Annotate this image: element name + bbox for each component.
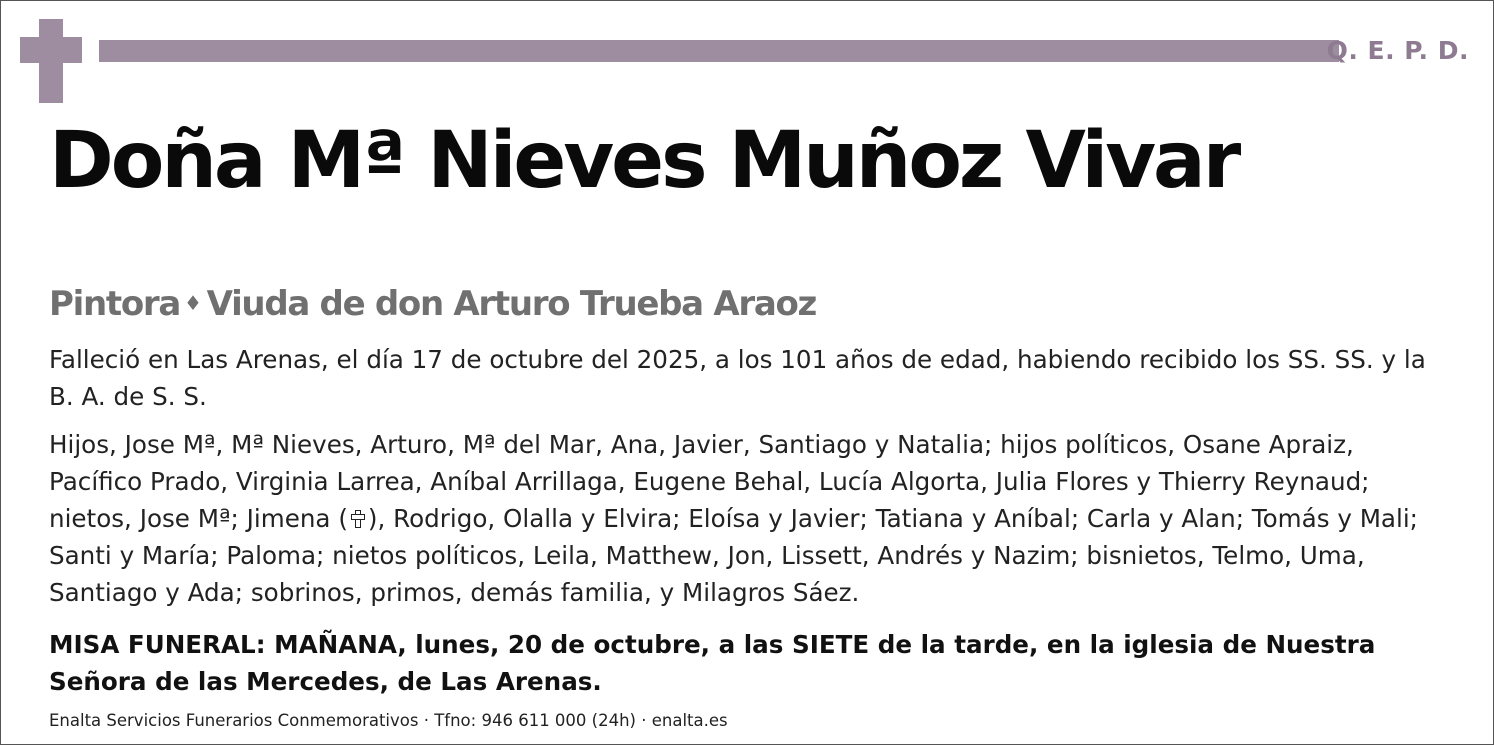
latin-cross-icon: [1, 1, 101, 111]
deceased-name: Doña Mª Nieves Muñoz Vivar: [49, 116, 1239, 206]
diamond-separator-icon: ♦: [184, 291, 201, 315]
death-notice: Falleció en Las Arenas, el día 17 de octubre del 2025, a los 101 años de edad, habiendo recibido los SS. SS. y la B. A. de S. S.: [49, 345, 1426, 411]
family-list-part1: Hijos, Jose Mª, Mª Nieves, Arturo, Mª del Mar, Ana, Javier, Santiago y Natalia; hijos políticos, Osane Apraiz, Pacífico Prado, Virginia Larrea, Aníbal Arrillaga, Eugene Behal, Lucía Algorta, Julia Flores y Thierry Reynaud; nietos, Jose Mª; Jimena (: [49, 430, 1370, 533]
subtitle: [49, 284, 816, 324]
family-list-part2: ), Rodrigo, Olalla y Elvira; Eloísa y Javier; Tatiana y Aníbal; Carla y Alan; Tomás y Mali; Santi y María; Paloma; nietos políticos, Leila, Matthew, Jon, Lissett, Andrés y Nazim; bisnietos, Telmo, Uma, Santiago y Ada; sobrinos, primos, demás familia, y Milagros Sáez.: [49, 504, 1418, 607]
widow-of: Viuda de don Arturo Trueba Araoz: [206, 284, 817, 324]
qepd-label: Q. E. P. D.: [1326, 36, 1469, 65]
deceased-cross-icon: [350, 509, 366, 529]
family-list: [49, 426, 1449, 611]
footer-contact: Enalta Servicios Funerarios Conmemorativos · Tfno: 946 611 000 (24h) · enalta.es: [49, 711, 728, 730]
funeral-mass-notice: MISA FUNERAL: MAÑANA, lunes, 20 de octubre, a las SIETE de la tarde, en la iglesia de Nuestra Señora de las Mercedes, de Las Arenas.: [49, 630, 1376, 696]
header-bar: [99, 40, 1339, 62]
profession: Pintora: [49, 284, 181, 324]
